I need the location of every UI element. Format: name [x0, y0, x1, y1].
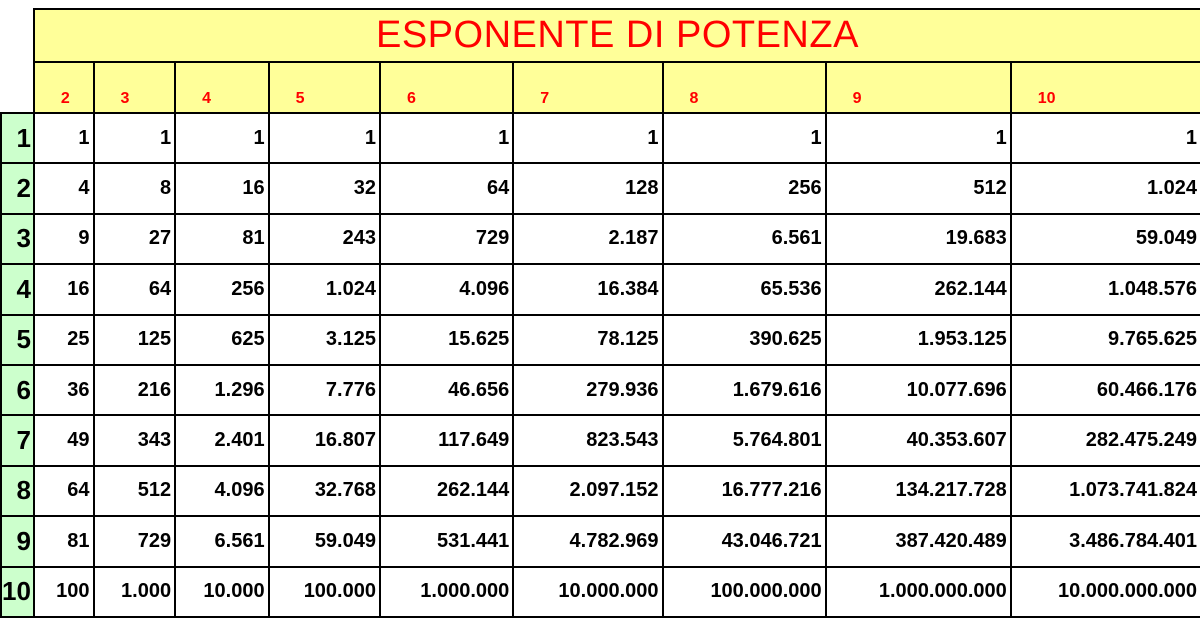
base-number-cell[interactable]: 7 [1, 415, 34, 465]
exponent-header-cell[interactable]: 4 [175, 62, 269, 113]
power-value-cell[interactable]: 46.656 [380, 365, 513, 415]
power-value-cell[interactable]: 10.000 [175, 567, 269, 617]
table-title[interactable]: ESPONENTE DI POTENZA [34, 9, 1200, 62]
power-value-cell[interactable]: 40.353.607 [826, 415, 1011, 465]
power-value-cell[interactable]: 125 [94, 315, 176, 365]
table-row [1, 466, 1200, 516]
exponent-header-cell[interactable]: 8 [663, 62, 826, 113]
power-value-cell[interactable]: 4.096 [380, 264, 513, 314]
base-number-cell[interactable]: 10 [1, 567, 34, 617]
table-row [1, 365, 1200, 415]
power-value-cell[interactable]: 100.000.000 [663, 567, 826, 617]
exponent-header-cell[interactable]: 9 [826, 62, 1011, 113]
corner-cell [1, 62, 34, 113]
power-value-cell[interactable]: 1.953.125 [826, 315, 1011, 365]
power-value-cell[interactable]: 1 [663, 113, 826, 163]
power-value-cell[interactable]: 1 [34, 113, 94, 163]
corner-cell [1, 9, 34, 62]
power-value-cell[interactable]: 1 [826, 113, 1011, 163]
power-value-cell[interactable]: 729 [94, 516, 176, 566]
power-value-cell[interactable]: 5.764.801 [663, 415, 826, 465]
power-value-cell[interactable]: 128 [513, 163, 662, 213]
power-value-cell[interactable]: 2.401 [175, 415, 269, 465]
power-value-cell[interactable]: 390.625 [663, 315, 826, 365]
power-value-cell[interactable]: 100.000 [269, 567, 380, 617]
table-row [1, 264, 1200, 314]
power-value-cell[interactable]: 1.000.000 [380, 567, 513, 617]
power-value-cell[interactable]: 32.768 [269, 466, 380, 516]
power-value-cell[interactable]: 1.000 [94, 567, 176, 617]
power-value-cell[interactable]: 1 [94, 113, 176, 163]
table-row [1, 163, 1200, 213]
table-row [1, 415, 1200, 465]
power-value-cell[interactable]: 1.048.576 [1011, 264, 1200, 314]
power-value-cell[interactable]: 59.049 [269, 516, 380, 566]
power-value-cell[interactable]: 78.125 [513, 315, 662, 365]
power-value-cell[interactable]: 1 [1011, 113, 1200, 163]
power-value-cell[interactable]: 262.144 [380, 466, 513, 516]
power-value-cell[interactable]: 10.000.000.000 [1011, 567, 1200, 617]
power-value-cell[interactable]: 1 [380, 113, 513, 163]
power-value-cell[interactable]: 15.625 [380, 315, 513, 365]
exponent-header-cell[interactable]: 7 [513, 62, 662, 113]
power-value-cell[interactable]: 1.024 [269, 264, 380, 314]
power-value-cell[interactable]: 4.096 [175, 466, 269, 516]
power-value-cell[interactable]: 512 [826, 163, 1011, 213]
base-number-cell[interactable]: 9 [1, 516, 34, 566]
power-value-cell[interactable]: 387.420.489 [826, 516, 1011, 566]
exponent-header-cell[interactable]: 10 [1011, 62, 1200, 113]
power-value-cell[interactable]: 1 [269, 113, 380, 163]
power-value-cell[interactable]: 262.144 [826, 264, 1011, 314]
power-value-cell[interactable]: 64 [34, 466, 94, 516]
power-value-cell[interactable]: 1.000.000.000 [826, 567, 1011, 617]
power-value-cell[interactable]: 3.486.784.401 [1011, 516, 1200, 566]
power-value-cell[interactable]: 49 [34, 415, 94, 465]
base-number-cell[interactable]: 8 [1, 466, 34, 516]
table-row [1, 214, 1200, 264]
base-number-cell[interactable]: 2 [1, 163, 34, 213]
power-value-cell[interactable]: 36 [34, 365, 94, 415]
power-value-cell[interactable]: 25 [34, 315, 94, 365]
base-number-cell[interactable]: 1 [1, 113, 34, 163]
power-value-cell[interactable]: 7.776 [269, 365, 380, 415]
power-value-cell[interactable]: 16.777.216 [663, 466, 826, 516]
power-value-cell[interactable]: 4.782.969 [513, 516, 662, 566]
power-value-cell[interactable]: 6.561 [663, 214, 826, 264]
power-value-cell[interactable]: 81 [34, 516, 94, 566]
power-value-cell[interactable]: 10.000.000 [513, 567, 662, 617]
power-value-cell[interactable]: 1.296 [175, 365, 269, 415]
base-number-cell[interactable]: 6 [1, 365, 34, 415]
power-value-cell[interactable]: 9 [34, 214, 94, 264]
power-value-cell[interactable]: 256 [175, 264, 269, 314]
power-value-cell[interactable]: 59.049 [1011, 214, 1200, 264]
power-value-cell[interactable]: 625 [175, 315, 269, 365]
power-value-cell[interactable]: 16 [34, 264, 94, 314]
power-value-cell[interactable]: 3.125 [269, 315, 380, 365]
power-value-cell[interactable]: 134.217.728 [826, 466, 1011, 516]
power-value-cell[interactable]: 729 [380, 214, 513, 264]
power-value-cell[interactable]: 1 [513, 113, 662, 163]
base-number-cell[interactable]: 5 [1, 315, 34, 365]
power-value-cell[interactable]: 256 [663, 163, 826, 213]
power-value-cell[interactable]: 279.936 [513, 365, 662, 415]
power-value-cell[interactable]: 531.441 [380, 516, 513, 566]
power-value-cell[interactable]: 1.679.616 [663, 365, 826, 415]
exponent-header-cell[interactable]: 5 [269, 62, 380, 113]
power-value-cell[interactable]: 19.683 [826, 214, 1011, 264]
power-value-cell[interactable]: 1 [175, 113, 269, 163]
power-value-cell[interactable]: 343 [94, 415, 176, 465]
base-number-cell[interactable]: 4 [1, 264, 34, 314]
power-value-cell[interactable]: 4 [34, 163, 94, 213]
exponent-header-cell[interactable]: 2 [34, 62, 94, 113]
table-row [1, 516, 1200, 566]
power-value-cell[interactable]: 2.187 [513, 214, 662, 264]
exponent-header-cell[interactable]: 3 [94, 62, 176, 113]
power-value-cell[interactable]: 32 [269, 163, 380, 213]
power-value-cell[interactable]: 823.543 [513, 415, 662, 465]
power-value-cell[interactable]: 65.536 [663, 264, 826, 314]
power-value-cell[interactable]: 16.807 [269, 415, 380, 465]
power-value-cell[interactable]: 64 [380, 163, 513, 213]
power-value-cell[interactable]: 8 [94, 163, 176, 213]
power-value-cell[interactable]: 60.466.176 [1011, 365, 1200, 415]
base-number-cell[interactable]: 3 [1, 214, 34, 264]
power-value-cell[interactable]: 282.475.249 [1011, 415, 1200, 465]
power-value-cell[interactable]: 100 [34, 567, 94, 617]
title-row [1, 9, 1200, 62]
power-value-cell[interactable]: 10.077.696 [826, 365, 1011, 415]
power-value-cell[interactable]: 6.561 [175, 516, 269, 566]
power-value-cell[interactable]: 81 [175, 214, 269, 264]
powers-table [0, 8, 1200, 618]
exponent-header-row [1, 62, 1200, 113]
power-value-cell[interactable]: 9.765.625 [1011, 315, 1200, 365]
power-value-cell[interactable]: 64 [94, 264, 176, 314]
power-value-cell[interactable]: 512 [94, 466, 176, 516]
table-row [1, 113, 1200, 163]
power-value-cell[interactable]: 243 [269, 214, 380, 264]
power-value-cell[interactable]: 43.046.721 [663, 516, 826, 566]
exponent-header-cell[interactable]: 6 [380, 62, 513, 113]
table-row [1, 315, 1200, 365]
power-value-cell[interactable]: 216 [94, 365, 176, 415]
power-value-cell[interactable]: 2.097.152 [513, 466, 662, 516]
power-value-cell[interactable]: 16 [175, 163, 269, 213]
power-value-cell[interactable]: 117.649 [380, 415, 513, 465]
power-value-cell[interactable]: 1.073.741.824 [1011, 466, 1200, 516]
table-row [1, 567, 1200, 617]
power-value-cell[interactable]: 27 [94, 214, 176, 264]
power-value-cell[interactable]: 16.384 [513, 264, 662, 314]
power-value-cell[interactable]: 1.024 [1011, 163, 1200, 213]
